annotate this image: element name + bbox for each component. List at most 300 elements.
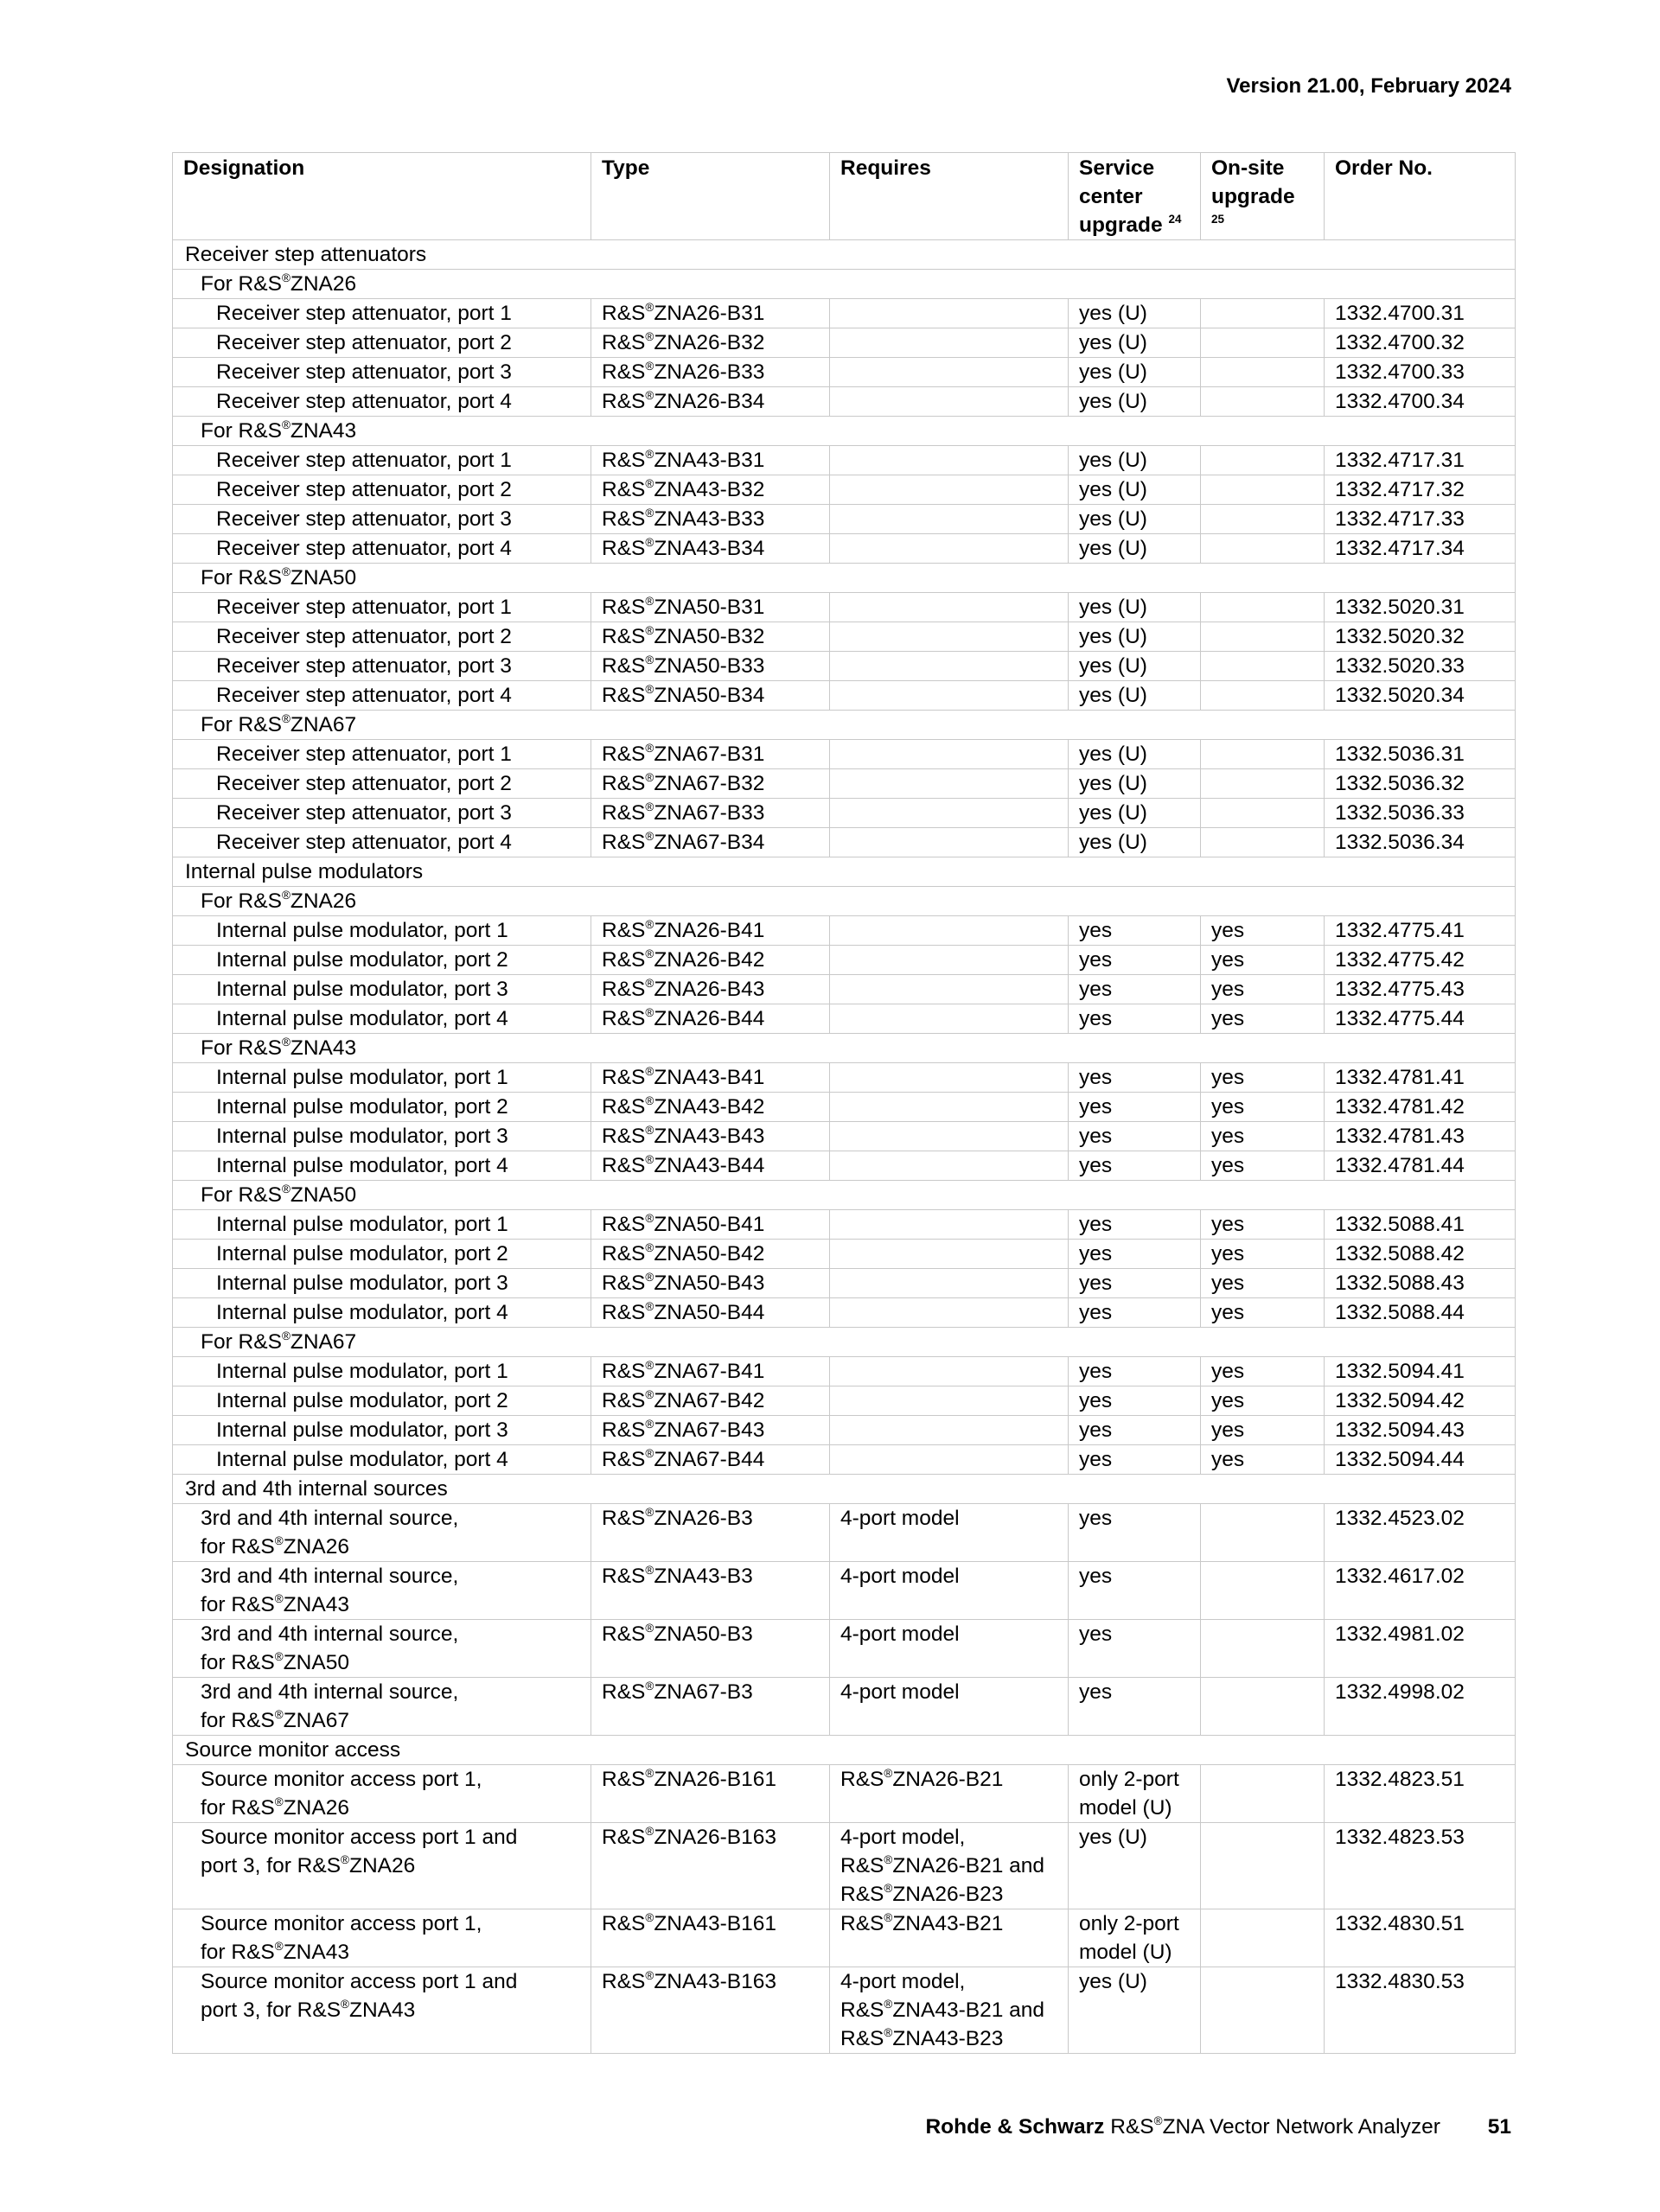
- onsite-upgrade-cell: yes: [1201, 1386, 1325, 1416]
- onsite-upgrade-cell: [1201, 1504, 1325, 1562]
- service-upgrade-cell: yes (U): [1069, 828, 1201, 857]
- designation-cell: Internal pulse modulator, port 1: [173, 1063, 591, 1093]
- requires-cell: [830, 475, 1069, 505]
- requires-cell: [830, 916, 1069, 946]
- group-heading: For R&S®ZNA67: [173, 1328, 1516, 1357]
- requires-cell: [830, 1269, 1069, 1298]
- type-cell: R&S®ZNA50-B44: [591, 1298, 830, 1328]
- onsite-upgrade-cell: yes: [1201, 1445, 1325, 1475]
- order-number-cell: 1332.4700.31: [1325, 299, 1516, 328]
- requires-cell: 4-port model: [830, 1562, 1069, 1620]
- onsite-upgrade-cell: yes: [1201, 1122, 1325, 1151]
- table-row: [173, 1004, 1516, 1034]
- designation-cell: Internal pulse modulator, port 4: [173, 1151, 591, 1181]
- table-row: [173, 799, 1516, 828]
- requires-cell: [830, 769, 1069, 799]
- service-upgrade-cell: yes: [1069, 1269, 1201, 1298]
- type-cell: R&S®ZNA26-B32: [591, 328, 830, 358]
- requires-cell: 4-port model: [830, 1678, 1069, 1736]
- onsite-upgrade-cell: [1201, 1562, 1325, 1620]
- table-row: [173, 1620, 1516, 1678]
- table-row: [173, 358, 1516, 387]
- designation-cell: 3rd and 4th internal source, for R&S®ZNA43: [173, 1562, 591, 1620]
- designation-cell: Source monitor access port 1 and port 3, for R&S®ZNA43: [173, 1967, 591, 2054]
- type-cell: R&S®ZNA26-B3: [591, 1504, 830, 1562]
- service-upgrade-cell: only 2-port model (U): [1069, 1909, 1201, 1967]
- requires-cell: [830, 975, 1069, 1004]
- requires-cell: [830, 740, 1069, 769]
- section-heading: Internal pulse modulators: [173, 857, 1516, 887]
- designation-cell: Internal pulse modulator, port 3: [173, 975, 591, 1004]
- designation-cell: Internal pulse modulator, port 1: [173, 916, 591, 946]
- onsite-upgrade-cell: yes: [1201, 1298, 1325, 1328]
- requires-cell: [830, 446, 1069, 475]
- onsite-upgrade-cell: [1201, 593, 1325, 622]
- designation-cell: Source monitor access port 1 and port 3, for R&S®ZNA26: [173, 1823, 591, 1909]
- onsite-upgrade-cell: [1201, 387, 1325, 417]
- section-heading: 3rd and 4th internal sources: [173, 1475, 1516, 1504]
- onsite-upgrade-cell: [1201, 505, 1325, 534]
- order-number-cell: 1332.4781.42: [1325, 1093, 1516, 1122]
- table-row: [173, 505, 1516, 534]
- requires-cell: [830, 828, 1069, 857]
- type-cell: R&S®ZNA50-B42: [591, 1240, 830, 1269]
- designation-cell: Receiver step attenuator, port 2: [173, 475, 591, 505]
- order-number-cell: 1332.4830.53: [1325, 1967, 1516, 2054]
- group-heading: For R&S®ZNA67: [173, 711, 1516, 740]
- order-number-cell: 1332.5088.44: [1325, 1298, 1516, 1328]
- type-cell: R&S®ZNA43-B44: [591, 1151, 830, 1181]
- designation-cell: Receiver step attenuator, port 1: [173, 299, 591, 328]
- service-upgrade-cell: yes (U): [1069, 681, 1201, 711]
- designation-cell: Receiver step attenuator, port 4: [173, 387, 591, 417]
- designation-cell: Receiver step attenuator, port 4: [173, 828, 591, 857]
- type-cell: R&S®ZNA43-B31: [591, 446, 830, 475]
- service-upgrade-cell: yes (U): [1069, 475, 1201, 505]
- designation-cell: Internal pulse modulator, port 2: [173, 946, 591, 975]
- order-number-cell: 1332.5094.41: [1325, 1357, 1516, 1386]
- order-number-cell: 1332.4775.44: [1325, 1004, 1516, 1034]
- requires-cell: [830, 358, 1069, 387]
- service-upgrade-cell: yes (U): [1069, 446, 1201, 475]
- onsite-upgrade-cell: yes: [1201, 1151, 1325, 1181]
- table-row: [173, 475, 1516, 505]
- group-heading: For R&S®ZNA50: [173, 1181, 1516, 1210]
- designation-cell: Internal pulse modulator, port 1: [173, 1210, 591, 1240]
- order-number-cell: 1332.5020.32: [1325, 622, 1516, 652]
- designation-cell: Receiver step attenuator, port 3: [173, 358, 591, 387]
- table-row: [173, 946, 1516, 975]
- order-number-cell: 1332.4700.32: [1325, 328, 1516, 358]
- requires-cell: [830, 328, 1069, 358]
- order-number-cell: 1332.5094.43: [1325, 1416, 1516, 1445]
- type-cell: R&S®ZNA67-B33: [591, 799, 830, 828]
- onsite-upgrade-cell: yes: [1201, 1063, 1325, 1093]
- designation-cell: Internal pulse modulator, port 2: [173, 1386, 591, 1416]
- table-row: [173, 1386, 1516, 1416]
- designation-cell: Internal pulse modulator, port 3: [173, 1416, 591, 1445]
- requires-cell: [830, 1298, 1069, 1328]
- onsite-upgrade-cell: yes: [1201, 946, 1325, 975]
- order-number-cell: 1332.5088.43: [1325, 1269, 1516, 1298]
- requires-cell: 4-port model, R&S®ZNA26-B21 and R&S®ZNA26-B23: [830, 1823, 1069, 1909]
- designation-cell: Receiver step attenuator, port 4: [173, 534, 591, 564]
- type-cell: R&S®ZNA67-B32: [591, 769, 830, 799]
- onsite-upgrade-cell: [1201, 1620, 1325, 1678]
- designation-cell: Receiver step attenuator, port 2: [173, 328, 591, 358]
- designation-cell: Source monitor access port 1, for R&S®ZNA43: [173, 1909, 591, 1967]
- designation-cell: Receiver step attenuator, port 3: [173, 652, 591, 681]
- section-heading-row: [173, 1736, 1516, 1765]
- order-number-cell: 1332.4775.41: [1325, 916, 1516, 946]
- type-cell: R&S®ZNA67-B43: [591, 1416, 830, 1445]
- service-upgrade-cell: yes: [1069, 1504, 1201, 1562]
- page-footer: [925, 2115, 1511, 2139]
- designation-cell: Receiver step attenuator, port 1: [173, 446, 591, 475]
- designation-cell: Internal pulse modulator, port 3: [173, 1269, 591, 1298]
- designation-cell: Internal pulse modulator, port 2: [173, 1240, 591, 1269]
- designation-cell: 3rd and 4th internal source, for R&S®ZNA26: [173, 1504, 591, 1562]
- requires-cell: [830, 387, 1069, 417]
- table-row: [173, 387, 1516, 417]
- table-row: [173, 1445, 1516, 1475]
- group-heading-row: [173, 887, 1516, 916]
- requires-cell: 4-port model: [830, 1620, 1069, 1678]
- designation-cell: Receiver step attenuator, port 3: [173, 799, 591, 828]
- onsite-upgrade-cell: [1201, 1678, 1325, 1736]
- requires-cell: R&S®ZNA26-B21: [830, 1765, 1069, 1823]
- table-row: [173, 1416, 1516, 1445]
- service-upgrade-cell: yes: [1069, 975, 1201, 1004]
- group-heading-row: [173, 1181, 1516, 1210]
- document-version: Version 21.00, February 2024: [1226, 74, 1511, 98]
- table-row: [173, 1909, 1516, 1967]
- group-heading: For R&S®ZNA50: [173, 564, 1516, 593]
- service-upgrade-cell: yes: [1069, 1151, 1201, 1181]
- order-number-cell: 1332.5088.42: [1325, 1240, 1516, 1269]
- service-upgrade-cell: yes: [1069, 1004, 1201, 1034]
- requires-cell: [830, 1416, 1069, 1445]
- service-upgrade-cell: yes (U): [1069, 505, 1201, 534]
- section-heading-row: [173, 240, 1516, 270]
- header-onsite-upgrade: [1201, 153, 1325, 240]
- service-upgrade-cell: only 2-port model (U): [1069, 1765, 1201, 1823]
- type-cell: R&S®ZNA26-B33: [591, 358, 830, 387]
- service-upgrade-cell: yes (U): [1069, 358, 1201, 387]
- onsite-upgrade-cell: [1201, 1967, 1325, 2054]
- order-number-cell: 1332.5020.33: [1325, 652, 1516, 681]
- designation-cell: Receiver step attenuator, port 4: [173, 681, 591, 711]
- service-upgrade-cell: yes: [1069, 1357, 1201, 1386]
- order-number-cell: 1332.5094.42: [1325, 1386, 1516, 1416]
- order-number-cell: 1332.4775.42: [1325, 946, 1516, 975]
- table-row: [173, 769, 1516, 799]
- type-cell: R&S®ZNA43-B42: [591, 1093, 830, 1122]
- table-row: [173, 1765, 1516, 1823]
- table-row: [173, 975, 1516, 1004]
- header-service-label: Service center upgrade: [1079, 156, 1163, 237]
- header-requires: Requires: [830, 153, 1069, 240]
- designation-cell: 3rd and 4th internal source, for R&S®ZNA67: [173, 1678, 591, 1736]
- order-number-cell: 1332.5036.33: [1325, 799, 1516, 828]
- order-number-cell: 1332.4781.43: [1325, 1122, 1516, 1151]
- service-upgrade-cell: yes: [1069, 1210, 1201, 1240]
- type-cell: R&S®ZNA43-B34: [591, 534, 830, 564]
- type-cell: R&S®ZNA26-B43: [591, 975, 830, 1004]
- type-cell: R&S®ZNA50-B31: [591, 593, 830, 622]
- requires-cell: 4-port model, R&S®ZNA43-B21 and R&S®ZNA43-B23: [830, 1967, 1069, 2054]
- table-row: [173, 446, 1516, 475]
- type-cell: R&S®ZNA43-B32: [591, 475, 830, 505]
- footnote-ref-24: 24: [1168, 212, 1182, 226]
- order-number-cell: 1332.4823.51: [1325, 1765, 1516, 1823]
- type-cell: R&S®ZNA26-B42: [591, 946, 830, 975]
- order-number-cell: 1332.5036.32: [1325, 769, 1516, 799]
- type-cell: R&S®ZNA26-B163: [591, 1823, 830, 1909]
- table-row: [173, 1240, 1516, 1269]
- group-heading: For R&S®ZNA26: [173, 887, 1516, 916]
- type-cell: R&S®ZNA50-B43: [591, 1269, 830, 1298]
- service-upgrade-cell: yes: [1069, 946, 1201, 975]
- service-upgrade-cell: yes: [1069, 1298, 1201, 1328]
- onsite-upgrade-cell: yes: [1201, 1210, 1325, 1240]
- designation-cell: Receiver step attenuator, port 2: [173, 622, 591, 652]
- designation-cell: Internal pulse modulator, port 4: [173, 1445, 591, 1475]
- service-upgrade-cell: yes: [1069, 1240, 1201, 1269]
- onsite-upgrade-cell: [1201, 622, 1325, 652]
- requires-cell: [830, 593, 1069, 622]
- requires-cell: [830, 299, 1069, 328]
- requires-cell: [830, 1240, 1069, 1269]
- requires-cell: [830, 534, 1069, 564]
- footer-company: Rohde & Schwarz: [925, 2115, 1105, 2139]
- onsite-upgrade-cell: [1201, 475, 1325, 505]
- order-number-cell: 1332.4830.51: [1325, 1909, 1516, 1967]
- table-row: [173, 1823, 1516, 1909]
- group-heading: For R&S®ZNA26: [173, 270, 1516, 299]
- type-cell: R&S®ZNA67-B31: [591, 740, 830, 769]
- onsite-upgrade-cell: [1201, 534, 1325, 564]
- designation-cell: Receiver step attenuator, port 1: [173, 740, 591, 769]
- table-row: [173, 1063, 1516, 1093]
- designation-cell: Receiver step attenuator, port 2: [173, 769, 591, 799]
- order-number-cell: 1332.4981.02: [1325, 1620, 1516, 1678]
- order-number-cell: 1332.4823.53: [1325, 1823, 1516, 1909]
- group-heading-row: [173, 270, 1516, 299]
- section-heading-row: [173, 1475, 1516, 1504]
- group-heading-row: [173, 1328, 1516, 1357]
- service-upgrade-cell: yes: [1069, 916, 1201, 946]
- designation-cell: Source monitor access port 1, for R&S®ZNA26: [173, 1765, 591, 1823]
- requires-cell: [830, 1004, 1069, 1034]
- onsite-upgrade-cell: [1201, 799, 1325, 828]
- page-number: 51: [1487, 2115, 1511, 2139]
- service-upgrade-cell: yes (U): [1069, 534, 1201, 564]
- onsite-upgrade-cell: [1201, 740, 1325, 769]
- type-cell: R&S®ZNA67-B41: [591, 1357, 830, 1386]
- onsite-upgrade-cell: [1201, 446, 1325, 475]
- table-row: [173, 828, 1516, 857]
- designation-cell: Internal pulse modulator, port 4: [173, 1298, 591, 1328]
- table-row: [173, 1967, 1516, 2054]
- table-row: [173, 1269, 1516, 1298]
- requires-cell: [830, 1122, 1069, 1151]
- table-row: [173, 1504, 1516, 1562]
- table-row: [173, 1093, 1516, 1122]
- onsite-upgrade-cell: yes: [1201, 1416, 1325, 1445]
- requires-cell: [830, 799, 1069, 828]
- type-cell: R&S®ZNA26-B34: [591, 387, 830, 417]
- footer-product: R&S®ZNA Vector Network Analyzer: [1110, 2113, 1440, 2139]
- table-row: [173, 299, 1516, 328]
- service-upgrade-cell: yes: [1069, 1122, 1201, 1151]
- table-row: [173, 740, 1516, 769]
- onsite-upgrade-cell: yes: [1201, 975, 1325, 1004]
- type-cell: R&S®ZNA50-B41: [591, 1210, 830, 1240]
- table-row: [173, 1357, 1516, 1386]
- table-row: [173, 1151, 1516, 1181]
- onsite-upgrade-cell: [1201, 299, 1325, 328]
- type-cell: R&S®ZNA50-B33: [591, 652, 830, 681]
- requires-cell: [830, 622, 1069, 652]
- onsite-upgrade-cell: [1201, 358, 1325, 387]
- onsite-upgrade-cell: yes: [1201, 1269, 1325, 1298]
- table-row: [173, 1678, 1516, 1736]
- service-upgrade-cell: yes (U): [1069, 799, 1201, 828]
- designation-cell: Receiver step attenuator, port 1: [173, 593, 591, 622]
- section-heading: Source monitor access: [173, 1736, 1516, 1765]
- order-number-cell: 1332.4998.02: [1325, 1678, 1516, 1736]
- type-cell: R&S®ZNA43-B163: [591, 1967, 830, 2054]
- type-cell: R&S®ZNA50-B34: [591, 681, 830, 711]
- onsite-upgrade-cell: [1201, 1909, 1325, 1967]
- service-upgrade-cell: yes (U): [1069, 652, 1201, 681]
- service-upgrade-cell: yes (U): [1069, 387, 1201, 417]
- service-upgrade-cell: yes (U): [1069, 328, 1201, 358]
- table-header-row: [173, 153, 1516, 240]
- service-upgrade-cell: yes: [1069, 1678, 1201, 1736]
- requires-cell: [830, 1386, 1069, 1416]
- requires-cell: [830, 1093, 1069, 1122]
- service-upgrade-cell: yes (U): [1069, 1823, 1201, 1909]
- service-upgrade-cell: yes: [1069, 1093, 1201, 1122]
- table-row: [173, 622, 1516, 652]
- order-number-cell: 1332.4781.44: [1325, 1151, 1516, 1181]
- table-row: [173, 681, 1516, 711]
- service-upgrade-cell: yes (U): [1069, 769, 1201, 799]
- service-upgrade-cell: yes: [1069, 1386, 1201, 1416]
- table-row: [173, 1562, 1516, 1620]
- onsite-upgrade-cell: yes: [1201, 1357, 1325, 1386]
- order-number-cell: 1332.4523.02: [1325, 1504, 1516, 1562]
- table-row: [173, 1210, 1516, 1240]
- type-cell: R&S®ZNA43-B43: [591, 1122, 830, 1151]
- header-type: Type: [591, 153, 830, 240]
- options-table: [172, 152, 1516, 2054]
- designation-cell: 3rd and 4th internal source, for R&S®ZNA50: [173, 1620, 591, 1678]
- type-cell: R&S®ZNA26-B44: [591, 1004, 830, 1034]
- group-heading-row: [173, 1034, 1516, 1063]
- service-upgrade-cell: yes (U): [1069, 593, 1201, 622]
- service-upgrade-cell: yes: [1069, 1445, 1201, 1475]
- service-upgrade-cell: yes (U): [1069, 299, 1201, 328]
- type-cell: R&S®ZNA50-B32: [591, 622, 830, 652]
- requires-cell: [830, 1210, 1069, 1240]
- onsite-upgrade-cell: [1201, 1765, 1325, 1823]
- onsite-upgrade-cell: yes: [1201, 1004, 1325, 1034]
- type-cell: R&S®ZNA43-B3: [591, 1562, 830, 1620]
- table-row: [173, 328, 1516, 358]
- requires-cell: [830, 946, 1069, 975]
- onsite-upgrade-cell: [1201, 681, 1325, 711]
- order-number-cell: 1332.4717.32: [1325, 475, 1516, 505]
- requires-cell: R&S®ZNA43-B21: [830, 1909, 1069, 1967]
- section-heading: Receiver step attenuators: [173, 240, 1516, 270]
- order-number-cell: 1332.5020.34: [1325, 681, 1516, 711]
- type-cell: R&S®ZNA67-B34: [591, 828, 830, 857]
- onsite-upgrade-cell: yes: [1201, 1240, 1325, 1269]
- type-cell: R&S®ZNA43-B161: [591, 1909, 830, 1967]
- order-number-cell: 1332.4775.43: [1325, 975, 1516, 1004]
- type-cell: R&S®ZNA43-B41: [591, 1063, 830, 1093]
- service-upgrade-cell: yes: [1069, 1063, 1201, 1093]
- designation-cell: Internal pulse modulator, port 3: [173, 1122, 591, 1151]
- designation-cell: Internal pulse modulator, port 2: [173, 1093, 591, 1122]
- header-service-center-upgrade: [1069, 153, 1201, 240]
- order-number-cell: 1332.4700.33: [1325, 358, 1516, 387]
- order-number-cell: 1332.5036.31: [1325, 740, 1516, 769]
- section-heading-row: [173, 857, 1516, 887]
- onsite-upgrade-cell: [1201, 1823, 1325, 1909]
- requires-cell: [830, 1151, 1069, 1181]
- table-row: [173, 652, 1516, 681]
- service-upgrade-cell: yes (U): [1069, 740, 1201, 769]
- type-cell: R&S®ZNA67-B3: [591, 1678, 830, 1736]
- requires-cell: [830, 652, 1069, 681]
- header-order-no: Order No.: [1325, 153, 1516, 240]
- table-row: [173, 916, 1516, 946]
- requires-cell: [830, 681, 1069, 711]
- order-number-cell: 1332.5020.31: [1325, 593, 1516, 622]
- onsite-upgrade-cell: [1201, 328, 1325, 358]
- service-upgrade-cell: yes: [1069, 1620, 1201, 1678]
- requires-cell: [830, 1357, 1069, 1386]
- service-upgrade-cell: yes (U): [1069, 1967, 1201, 2054]
- order-number-cell: 1332.5088.41: [1325, 1210, 1516, 1240]
- requires-cell: [830, 505, 1069, 534]
- order-number-cell: 1332.4781.41: [1325, 1063, 1516, 1093]
- service-upgrade-cell: yes: [1069, 1416, 1201, 1445]
- group-heading: For R&S®ZNA43: [173, 1034, 1516, 1063]
- table-row: [173, 593, 1516, 622]
- order-number-cell: 1332.4717.34: [1325, 534, 1516, 564]
- type-cell: R&S®ZNA26-B161: [591, 1765, 830, 1823]
- type-cell: R&S®ZNA43-B33: [591, 505, 830, 534]
- order-number-cell: 1332.4717.33: [1325, 505, 1516, 534]
- onsite-upgrade-cell: yes: [1201, 1093, 1325, 1122]
- order-number-cell: 1332.4717.31: [1325, 446, 1516, 475]
- requires-cell: 4-port model: [830, 1504, 1069, 1562]
- onsite-upgrade-cell: [1201, 769, 1325, 799]
- designation-cell: Internal pulse modulator, port 1: [173, 1357, 591, 1386]
- header-onsite-label: On-site upgrade: [1211, 156, 1295, 208]
- group-heading-row: [173, 711, 1516, 740]
- type-cell: R&S®ZNA67-B44: [591, 1445, 830, 1475]
- onsite-upgrade-cell: yes: [1201, 916, 1325, 946]
- table-row: [173, 534, 1516, 564]
- service-upgrade-cell: yes: [1069, 1562, 1201, 1620]
- requires-cell: [830, 1445, 1069, 1475]
